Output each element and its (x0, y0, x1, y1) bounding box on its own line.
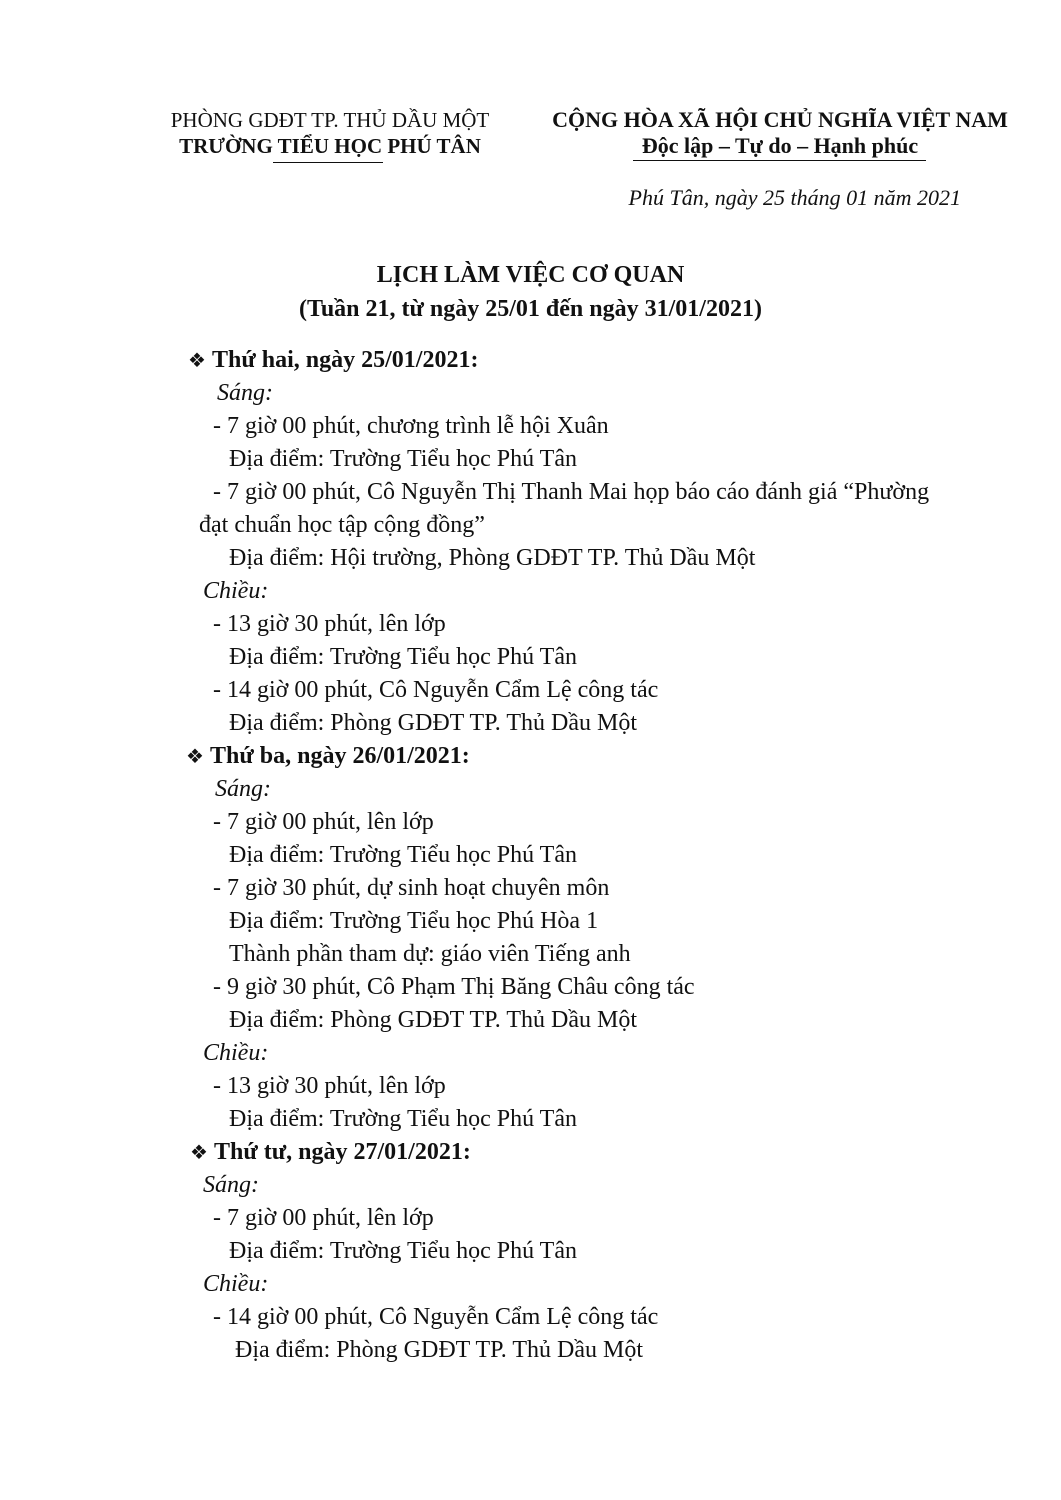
day-heading: ❖ Thứ hai, ngày 25/01/2021: (188, 344, 478, 378)
document-subtitle: (Tuần 21, từ ngày 25/01 đến ngày 31/01/2021) (299, 296, 762, 322)
diamond-bullet-icon: ❖ (186, 746, 204, 768)
session-afternoon: Chiều: (203, 1040, 269, 1066)
session-morning: Sáng: (203, 1172, 259, 1198)
schedule-location: Địa điểm: Phòng GDĐT TP. Thủ Dầu Một (235, 1337, 644, 1363)
schedule-location: Địa điểm: Trường Tiểu học Phú Tân (229, 446, 577, 472)
document-title: LỊCH LÀM VIỆC CƠ QUAN (376, 262, 685, 288)
national-motto: Độc lập – Tự do – Hạnh phúc (641, 133, 919, 158)
agency-header (140, 107, 520, 159)
schedule-item: - 14 giờ 00 phút, Cô Nguyễn Cẩm Lệ công tác (213, 1304, 659, 1330)
schedule-location: Địa điểm: Hội trường, Phòng GDĐT TP. Thủ Dầu Một (229, 545, 756, 571)
schedule-item: - 13 giờ 30 phút, lên lớp (213, 1073, 446, 1099)
schedule-item: - 7 giờ 30 phút, dự sinh hoạt chuyên môn (213, 875, 610, 901)
schedule-item: - 7 giờ 00 phút, lên lớp (213, 809, 434, 835)
schedule-location: Địa điểm: Trường Tiểu học Phú Hòa 1 (229, 908, 599, 934)
national-header (540, 107, 1020, 159)
schedule-item: - 13 giờ 30 phút, lên lớp (213, 611, 446, 637)
schedule-item: - 9 giờ 30 phút, Cô Phạm Thị Băng Châu công tác (213, 974, 695, 1000)
school-name: TRƯỜNG TIỂU HỌC PHÚ TÂN (179, 134, 481, 158)
schedule-participants: Thành phần tham dự: giáo viên Tiếng anh (229, 941, 631, 967)
schedule-location: Địa điểm: Trường Tiểu học Phú Tân (229, 842, 577, 868)
session-morning: Sáng: (217, 380, 273, 406)
motto-underline (633, 160, 926, 161)
schedule-location: Địa điểm: Phòng GDĐT TP. Thủ Dầu Một (229, 1007, 638, 1033)
diamond-bullet-icon: ❖ (188, 350, 206, 372)
session-afternoon: Chiều: (203, 578, 269, 604)
schedule-item: - 7 giờ 00 phút, lên lớp (213, 1205, 434, 1231)
place-date: Phú Tân, ngày 25 tháng 01 năm 2021 (628, 185, 961, 210)
agency-name: PHÒNG GDĐT TP. THỦ DẦU MỘT (170, 108, 490, 132)
day-heading: ❖ Thứ tư, ngày 27/01/2021: (190, 1136, 471, 1170)
session-morning: Sáng: (215, 776, 271, 802)
schedule-item-continuation: đạt chuẩn học tập cộng đồng” (199, 512, 485, 538)
schedule-item: - 7 giờ 00 phút, chương trình lễ hội Xuân (213, 413, 609, 439)
schedule-location: Địa điểm: Trường Tiểu học Phú Tân (229, 1238, 577, 1264)
session-afternoon: Chiều: (203, 1271, 269, 1297)
agency-underline (273, 162, 383, 163)
schedule-location: Địa điểm: Trường Tiểu học Phú Tân (229, 644, 577, 670)
day-heading: ❖ Thứ ba, ngày 26/01/2021: (186, 740, 470, 774)
diamond-bullet-icon: ❖ (190, 1142, 208, 1164)
schedule-location: Địa điểm: Trường Tiểu học Phú Tân (229, 1106, 577, 1132)
country-name: CỘNG HÒA XÃ HỘI CHỦ NGHĨA VIỆT NAM (552, 107, 1008, 132)
schedule-location: Địa điểm: Phòng GDĐT TP. Thủ Dầu Một (229, 710, 638, 736)
schedule-item: - 7 giờ 00 phút, Cô Nguyễn Thị Thanh Mai họp báo cáo đánh giá “Phường (213, 479, 930, 505)
schedule-item: - 14 giờ 00 phút, Cô Nguyễn Cẩm Lệ công tác (213, 677, 659, 703)
